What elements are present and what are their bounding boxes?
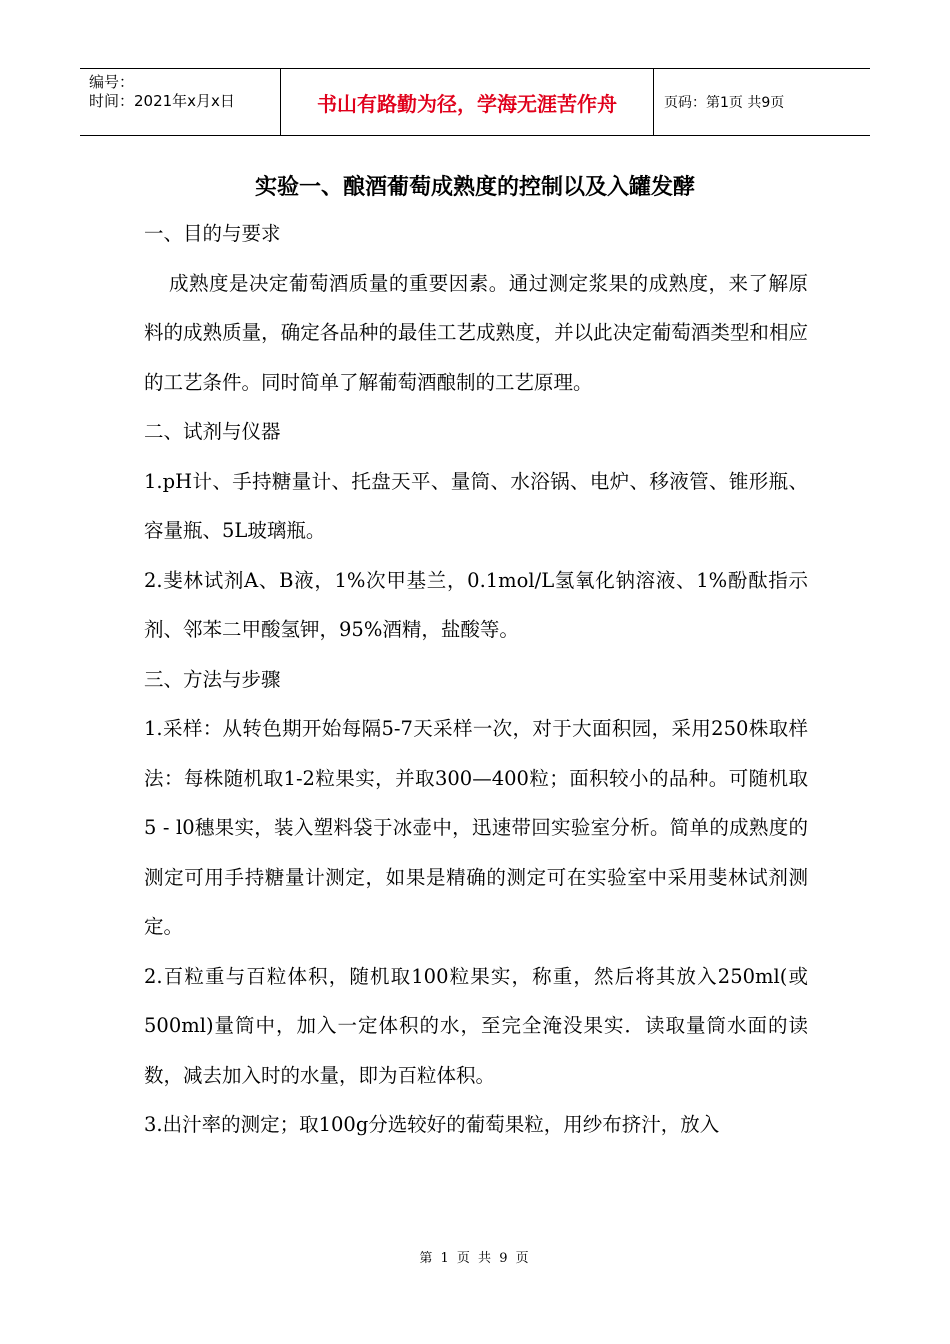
document-title: 实验一、酿酒葡萄成熟度的控制以及入罐发酵 [254,175,695,200]
document-date-label: 时间：2021年x月x日 [89,92,235,110]
paragraph-purpose: 成熟度是决定葡萄酒质量的重要因素。通过测定浆果的成熟度，来了解原料的成熟质量，确定各品种的最佳工艺成熟度，并以此决定葡萄酒类型和相应的工艺条件。同时简单了解葡萄酒酿制的工艺原理。 [144,271,808,394]
paragraph-instruments: 1.pH计、手持糖量计、托盘天平、量筒、水浴锅、电炉、移液管、锥形瓶、容量瓶、5L玻璃瓶。 [144,469,808,542]
header-motto: 书山有路勤为径，学海无涯苦作舟 [280,69,654,135]
paragraph-sampling: 1.采样：从转色期开始每隔5-7天采样一次，对于大面积园，采用250株取样法：每株随机取1-2粒果实，并取300—400粒；面积较小的品种。可随机取5 - l0穗果实，装入塑料袋于冰壶中，迅速带回实验室分析。简单的成熟度的测定可用手持糖量计测定，如果是精确的测定可在实验室中采用斐林试剂测定。 [144,717,808,938]
document-number-label: 编号： [89,73,135,91]
paragraph-reagents: 2.斐林试剂A、B液，1%次甲基兰，0.1mol/L氢氧化钠溶液、1%酚酞指示剂、邻苯二甲酸氢钾，95%酒精，盐酸等。 [144,568,808,641]
paragraph-berry-weight: 2.百粒重与百粒体积，随机取100粒果实，称重，然后将其放入250ml(或500ml)量筒中，加入一定体积的水，至完全淹没果实．读取量筒水面的读数，减去加入时的水量，即为百粒体积。 [144,964,808,1087]
document-body [144,209,808,1150]
header-meta [80,69,280,135]
section-heading-purpose: 一、目的与要求 [144,222,281,245]
page-footer: 第 1 页 共 9 页 [419,1251,531,1266]
section-heading-methods: 三、方法与步骤 [144,667,281,691]
section-heading-reagents: 二、试剂与仪器 [144,420,281,443]
document-header [80,68,870,136]
header-page-info: 页码：第1页 共9页 [664,95,785,111]
paragraph-juice-yield: 3.出汁率的测定；取100g分选较好的葡萄果粒，用纱布挤汁，放入 [144,1113,720,1136]
